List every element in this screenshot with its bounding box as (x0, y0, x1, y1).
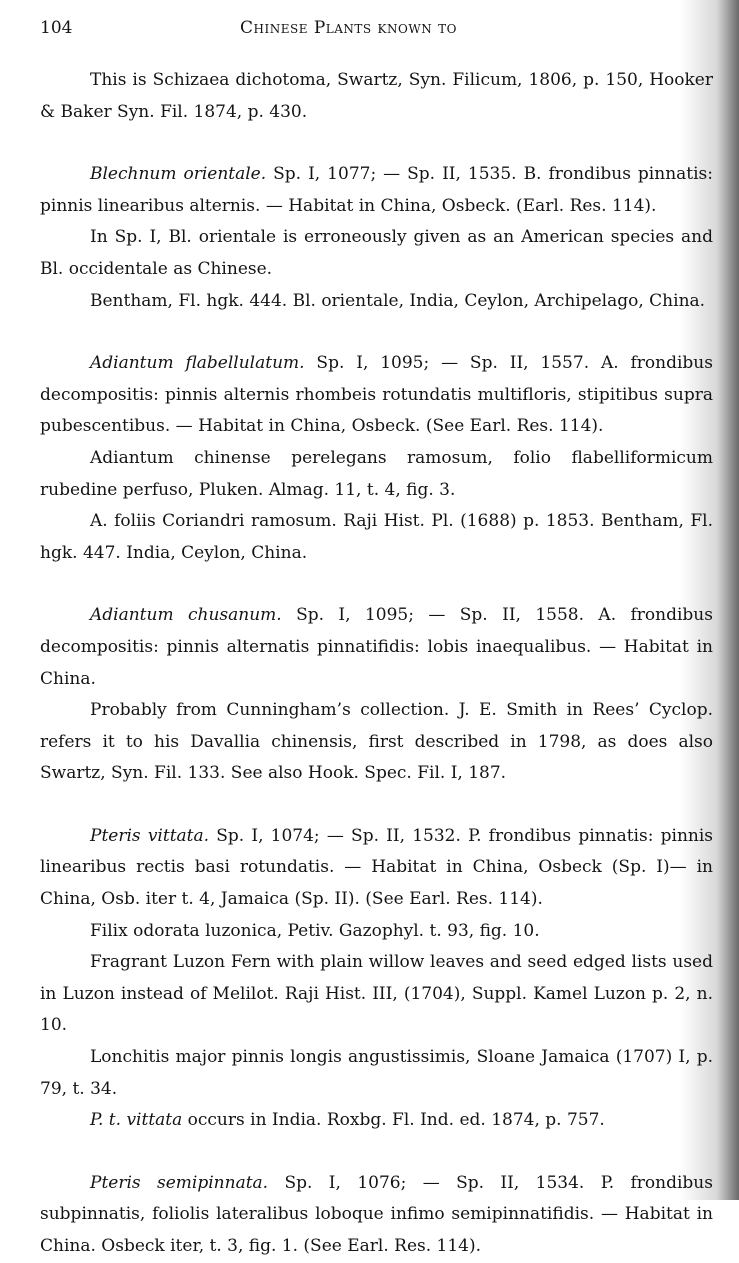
paragraph-text: A. foliis Coriandri ramosum. Raji Hist. Pl. (1688) p. 1853. Bentham, Fl. hgk. 447. India, Ceylon, China. (40, 511, 713, 563)
note-paragraph (40, 506, 713, 569)
paragraph-text: Adiantum chinense perelegans ramosum, folio flabelliformicum rubedine perfuso, Pluken. Almag. 11, t. 4, fig. 3. (40, 447, 713, 500)
taxon-name: Pteris semipinnata. (90, 1172, 269, 1193)
paragraph-text: This is Schizaea dichotoma, Swartz, Syn. Filicum, 1806, p. 150, Hooker & Baker Syn. Fil. 1874, p. 430. (40, 70, 713, 122)
paragraph-text: Sp. I, 1095; — Sp. II, 1557. A. frondibus decompositis: pinnis alternis rhombeis rotundatis multifloris, stipitibus supra pubescentibus. — Habitat in China, Osbeck. (See Earl. Res. 114). (40, 353, 713, 437)
paragraph-text: Filix odorata luzonica, Petiv. Gazophyl. t. 93, fig. 10. (90, 920, 540, 941)
paragraph-text: occurs in India. Roxbg. Fl. Ind. ed. 1874, p. 757. (182, 1110, 605, 1131)
entry-blechnum-orientale (40, 159, 713, 222)
body-text (40, 65, 713, 1263)
taxon-name: Blechnum orientale. (90, 164, 267, 185)
paragraph-text: Sp. I, 1074; — Sp. II, 1532. P. frondibus pinnatis: pinnis linearibus rectis basi rotundatis. — Habitat in China, Osbeck (Sp. I)— in China, Osb. iter t. 4, Jamaica (Sp. II). (See Earl. Res. 114). (40, 825, 713, 910)
taxon-name: Pteris vittata. (90, 825, 210, 846)
page-header (40, 18, 713, 54)
note-paragraph (40, 916, 713, 948)
note-paragraph (40, 443, 713, 506)
note-paragraph (40, 222, 713, 285)
paragraph-schizaea (40, 65, 713, 128)
paragraph-text: Bentham, Fl. hgk. 444. Bl. orientale, India, Ceylon, Archipelago, China. (90, 290, 706, 311)
entry-adiantum-flabellulatum (40, 348, 713, 443)
entry-pteris-semipinnata (40, 1168, 713, 1263)
running-head: Chinese Plants known to (240, 18, 457, 38)
note-paragraph (40, 695, 713, 790)
paragraph-text: Lonchitis major pinnis longis angustissimis, Sloane Jamaica (1707) I, p. 79, t. 34. (40, 1047, 713, 1099)
paragraph-text: Sp. I, 1095; — Sp. II, 1558. A. frondibus decompositis: pinnis alternatis pinnatifidis: lobis inaequalibus. — Habitat in China. (40, 605, 713, 689)
paragraph-text: In Sp. I, Bl. orientale is erroneously given as an American species and Bl. occidentale as Chinese. (40, 227, 713, 279)
note-paragraph (40, 1105, 713, 1137)
taxon-name: Adiantum chusanum. (90, 605, 282, 626)
paragraph-text: Sp. I, 1077; — Sp. II, 1535. B. frondibus pinnatis: pinnis linearibus alternis. — Habitat in China, Osbeck. (Earl. Res. 114). (40, 164, 713, 216)
taxon-name: Adiantum flabellulatum. (90, 353, 305, 374)
page-number: 104 (40, 18, 73, 38)
entry-adiantum-chusanum (40, 600, 713, 695)
paragraph-text: Probably from Cunningham’s collection. J. E. Smith in Rees’ Cyclop. refers it to his Davallia chinensis, first described in 1798, as does also Swartz, Syn. Fil. 133. See also Hook. Spec. Fil. I, 187. (40, 700, 713, 784)
taxon-name: P. t. vittata (90, 1110, 183, 1131)
note-paragraph (40, 286, 713, 318)
note-paragraph (40, 947, 713, 1042)
paragraph-text: Sp. I, 1076; — Sp. II, 1534. P. frondibus subpinnatis, foliolis lateralibus loboque infimo semipinnatifidis. — Habitat in China. Osbeck iter, t. 3, fig. 1. (See Earl. Res. 114). (40, 1172, 713, 1256)
paragraph-text: Fragrant Luzon Fern with plain willow leaves and seed edged lists used in Luzon instead of Melilot. Raji Hist. III, (1704), Suppl. Kamel Luzon p. 2, n. 10. (40, 952, 713, 1036)
note-paragraph (40, 1042, 713, 1105)
entry-pteris-vittata (40, 821, 713, 916)
